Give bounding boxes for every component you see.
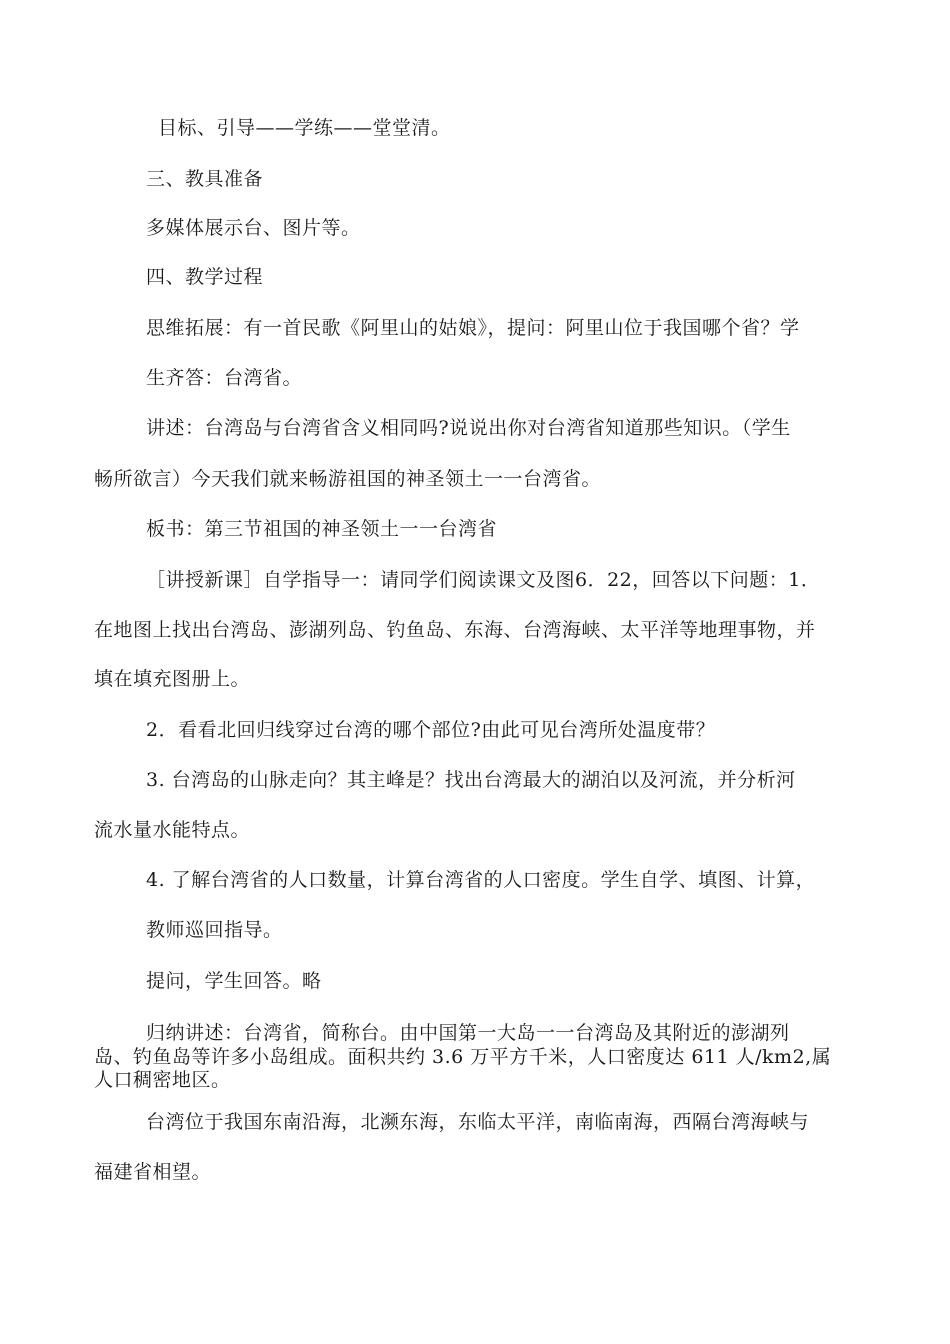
text-line: 人口稠密地区。 — [94, 1069, 231, 1091]
text-line: 讲述：台湾岛与台湾省含义相同吗?说说出你对台湾省知道那些知识。（学生 — [146, 417, 791, 439]
text-line: 4. 了解台湾省的人口数量，计算台湾省的人口密度。学生自学、填图、计算， — [146, 869, 816, 891]
text-line: 岛、钓鱼岛等许多小岛组成。面积共约 3.6 万平方千米，人口密度达 611 人/km2,属 — [94, 1046, 832, 1068]
section-heading: 四、教学过程 — [146, 266, 264, 288]
text-line: 多媒体展示台、图片等。 — [146, 217, 361, 239]
text-line: 在地图上找出台湾岛、澎湖列岛、钓鱼岛、东海、台湾海峡、太平洋等地理事物，并 — [94, 619, 816, 641]
text-line: 填在填充图册上。 — [94, 668, 251, 690]
text-line: 畅所欲言）今天我们就来畅游祖国的神圣领土一一台湾省。 — [94, 468, 602, 490]
text-line: 生齐答：台湾省。 — [146, 367, 303, 389]
text-line: 思维拓展：有一首民歌《阿里山的姑娘》，提问：阿里山位于我国哪个省？学 — [146, 317, 800, 339]
text-line: ［讲授新课］自学指导一：请同学们阅读课文及图6．22，回答以下问题：1． — [146, 569, 821, 591]
text-line: 提问，学生回答。略 — [146, 970, 322, 992]
text-line: 板书：第三节祖国的神圣领土一一台湾省 — [146, 518, 498, 540]
section-heading: 三、教具准备 — [146, 168, 264, 190]
text-line: 2．看看北回归线穿过台湾的哪个部位?由此可见台湾所处温度带？ — [146, 719, 716, 741]
text-line: 福建省相望。 — [94, 1161, 212, 1183]
text-line: 目标、引导——学练——堂堂清。 — [158, 117, 451, 139]
text-line: 流水量水能特点。 — [94, 819, 251, 841]
text-line: 归纳讲述：台湾省，简称台。由中国第一大岛一一台湾岛及其附近的澎湖列 — [146, 1022, 790, 1044]
text-line: 教师巡回指导。 — [146, 919, 283, 941]
text-line: 3. 台湾岛的山脉走向？其主峰是？找出台湾最大的湖泊以及河流，并分析河 — [146, 769, 796, 791]
text-line: 台湾位于我国东南沿海，北濒东海，东临太平洋，南临南海，西隔台湾海峡与 — [146, 1111, 810, 1133]
